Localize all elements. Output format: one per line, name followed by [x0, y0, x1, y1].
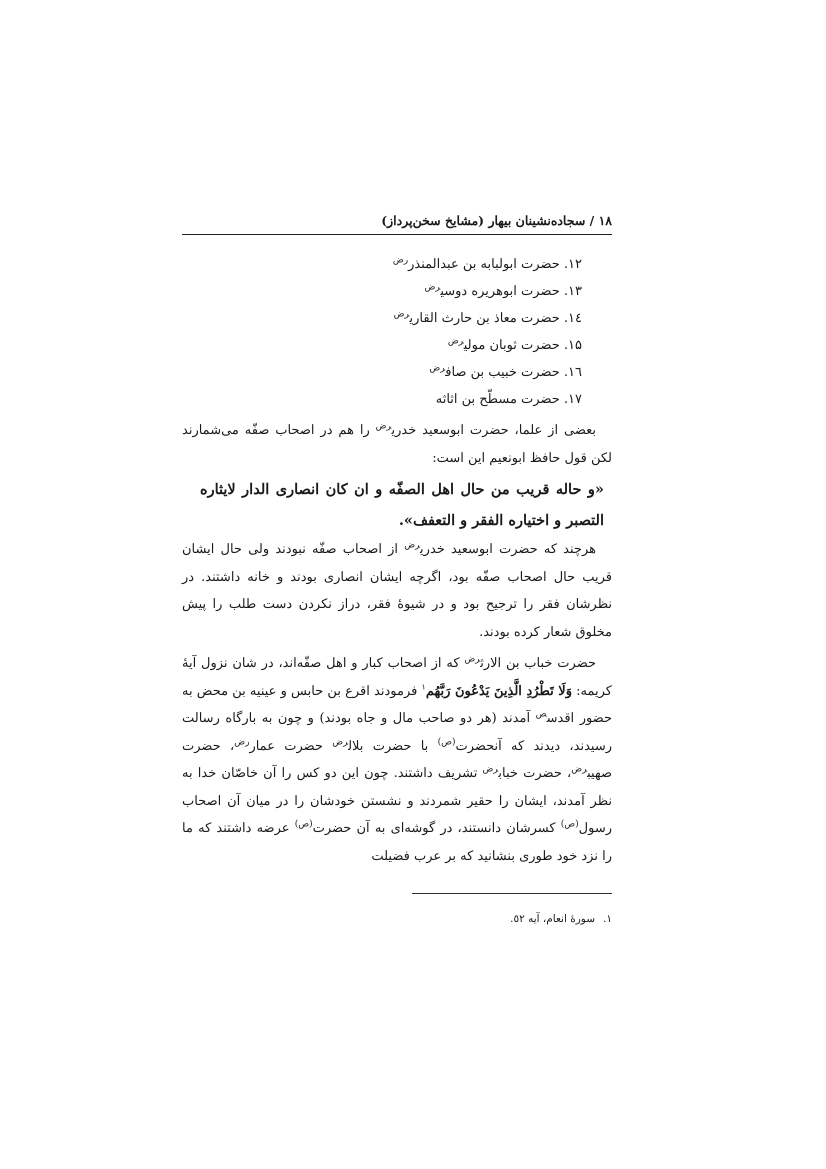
- list-item: ۱۷. حضرت مسطّح بن اثاثه: [435, 392, 582, 407]
- companions-list: [182, 251, 612, 413]
- list-item: ۱۳. حضرت ابوهریره دوسی$^{رض}$: [424, 282, 582, 299]
- quranic-verse: وَلَا تَطْرُدِ الَّذِينَ يَدْعُونَ رَبَّهُم: [425, 683, 572, 699]
- footnote: [510, 913, 612, 925]
- paragraph-3: حضرت خباب بن الارث$^{رض}$ که از اصحاب کبار و اهل صفّه‌اند، در شان نزول آیهٔ کریمه: وَلَا تَطْرُدِ الَّذِينَ يَدْعُونَ رَبَّهُم$^۱$ فرمودند اقرع بن حابس و عینیه بن محض به حضور اقدس$^ص$ آمدند (هر دو صاحب مال و جاه بودند) و چون به بارگاه رسالت رسیدند، دیدند که آنحضرت$^{(ص)}$ با حضرت بلال$^{رض}$ حضرت عمار$^{رض}$، حضرت صهیب$^{رض}$، حضرت خباب$^{رض}$ تشریف داشتند. چون این دو کس را آن خاصّان خدا به نظر آمدند، ایشان را حقیر شمردند و نشستن خودشان را در میان آن اصحاب رسول$^{(ص)}$ کسرشان دانستند، در گوشه‌ای به آن حضرت$^{(ص)}$ عرضه داشتند که ما را نزد خود طوری بنشانید که بر عرب فضیلت: [182, 654, 612, 864]
- paragraph-1: بعضی از علما، حضرت ابوسعید خدری$^{رض}$ را هم در اصحاب صفّه می‌شمارند لکن قول حافظ ابونعیم این است:: [182, 421, 612, 466]
- footnote-mark: ۱: [421, 682, 426, 692]
- list-item: ۱۲. حضرت ابولبابه بن عبدالمنذر$^{رض}$: [392, 255, 582, 272]
- footnote-number: ۱.: [603, 913, 612, 925]
- running-head: [182, 200, 612, 235]
- page: [182, 200, 612, 925]
- footnote-divider: [412, 893, 612, 894]
- arabic-quote: «و حاله قریب من حال اهل الصفّه و ان کان انصاری الدار لایثاره التصبر و اختیاره الفقر و التعفف».: [200, 481, 604, 529]
- list-item: ۱۵. حضرت ثوبان مولی$^{رض}$: [447, 336, 582, 353]
- list-item: ١٤. حضرت معاذ بن حارث القاری$^{رض}$: [393, 309, 582, 326]
- footnote-text: سورهٔ انعام، آیه ٥٢.: [510, 913, 596, 925]
- list-item: ١٦. حضرت خبیب بن صاف$^{رض}$: [429, 363, 582, 380]
- running-head-text: ۱۸ / سجاده‌نشینان بیهار (مشایخ سخن‌پرداز): [381, 213, 612, 228]
- paragraph-2: هرچند که حضرت ابوسعید خدری$^{رض}$ از اصحاب صفّه نبودند ولی حال ایشان قریب حال اصحاب صفّه بود، اگرچه ایشان انصاری بودند و خانه داشتند. در نظرشان فقر را ترجیح بود و در شیوهٔ فقر، دراز نکردن دست طلب را پیش مخلوق شعار کرده بودند.: [182, 540, 612, 640]
